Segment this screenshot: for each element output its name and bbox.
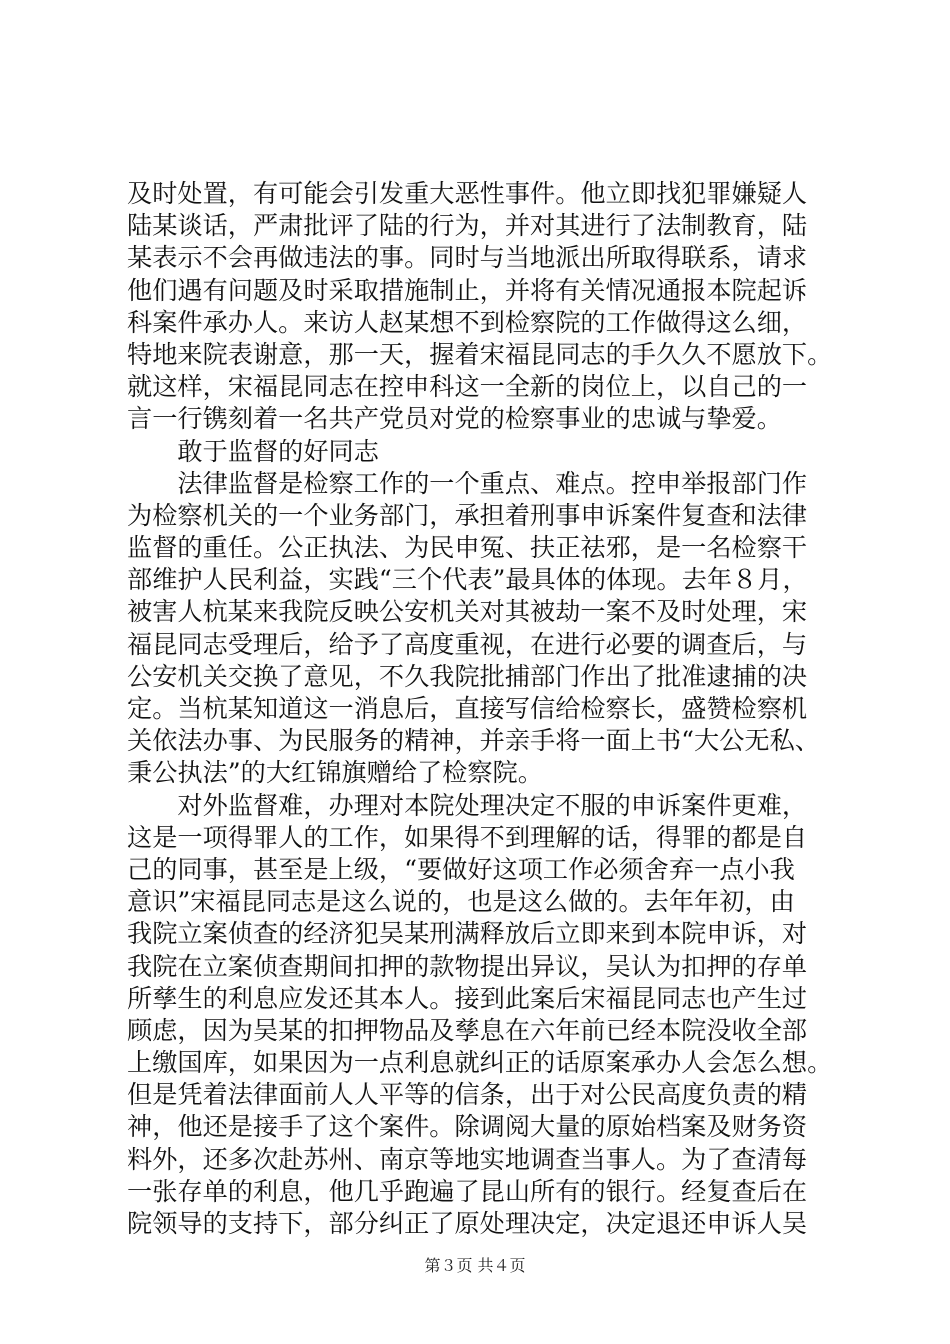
text-line: 公安机关交换了意见，不久我院批捕部门作出了批准逮捕的决 bbox=[127, 661, 808, 691]
text-line: 福昆同志受理后，给予了高度重视，在进行必要的调查后，与 bbox=[127, 629, 808, 659]
text-line: 这是一项得罪人的工作，如果得不到理解的话，得罪的都是自 bbox=[127, 822, 808, 852]
text-line: 科案件承办人。来访人赵某想不到检察院的工作做得这么细， bbox=[127, 307, 808, 337]
text-line: 监督的重任。公正执法、为民申冤、扶正祛邪，是一名检察干 bbox=[127, 533, 808, 563]
text-line: 秉公执法”的大红锦旗赠给了检察院。 bbox=[127, 758, 543, 788]
text-line: 一张存单的利息，他几乎跑遍了昆山所有的银行。经复查后在 bbox=[127, 1176, 808, 1206]
text-line: 顾虑，因为吴某的扣押物品及孳息在六年前已经本院没收全部 bbox=[127, 1015, 808, 1045]
text-line: 敢于监督的好同志 bbox=[127, 436, 379, 466]
text-line: 对外监督难，办理对本院处理决定不服的申诉案件更难， bbox=[127, 790, 808, 820]
text-line: 他们遇有问题及时采取措施制止，并将有关情况通报本院起诉 bbox=[127, 275, 808, 305]
text-line: 及时处置，有可能会引发重大恶性事件。他立即找犯罪嫌疑人 bbox=[127, 179, 808, 208]
text-line: 某表示不会再做违法的事。同时与当地派出所取得联系，请求 bbox=[127, 243, 808, 273]
text-line: 上缴国库，如果因为一点利息就纠正的话原案承办人会怎么想。 bbox=[127, 1048, 833, 1078]
text-line: 关依法办事、为民服务的精神，并亲手将一面上书“大公无私、 bbox=[127, 726, 820, 756]
text-line: 己的同事，甚至是上级，“要做好这项工作必须舍弃一点小我 bbox=[127, 854, 795, 884]
text-line: 但是凭着法律面前人人平等的信条，出于对公民高度负责的精 bbox=[127, 1080, 808, 1110]
text-line: 我院在立案侦查期间扣押的款物提出异议，吴认为扣押的存单 bbox=[127, 951, 808, 981]
text-line: 言一行镌刻着一名共产党员对党的检察事业的忠诚与挚爱。 bbox=[127, 404, 782, 434]
text-line: 为检察机关的一个业务部门，承担着刑事申诉案件复查和法律 bbox=[127, 500, 808, 530]
text-line: 意识”宋福昆同志是这么说的，也是这么做的。去年年初，由 bbox=[127, 887, 795, 917]
text-line: 被害人杭某来我院反映公安机关对其被劫一案不及时处理，宋 bbox=[127, 597, 808, 627]
document-body bbox=[127, 178, 847, 1240]
text-line: 我院立案侦查的经济犯吴某刑满释放后立即来到本院申诉，对 bbox=[127, 919, 808, 949]
text-line: 特地来院表谢意，那一天，握着宋福昆同志的手久久不愿放下。 bbox=[127, 339, 833, 369]
text-line: 所孳生的利息应发还其本人。接到此案后宋福昆同志也产生过 bbox=[127, 983, 808, 1013]
page-footer: 第３页 共４页 bbox=[424, 1256, 526, 1275]
text-line: 陆某谈话，严肃批评了陆的行为，并对其进行了法制教育，陆 bbox=[127, 211, 808, 241]
text-line: 就这样，宋福昆同志在控申科这一全新的岗位上，以自己的一 bbox=[127, 372, 808, 402]
text-line: 神，他还是接手了这个案件。除调阅大量的原始档案及财务资 bbox=[127, 1112, 808, 1142]
text-line: 定。当杭某知道这一消息后，直接写信给检察长，盛赞检察机 bbox=[127, 694, 808, 723]
text-line: 法律监督是检察工作的一个重点、难点。控申举报部门作 bbox=[127, 468, 808, 498]
text-line: 院领导的支持下，部分纠正了原处理决定，决定退还申诉人吴 bbox=[127, 1209, 808, 1238]
text-line: 料外，还多次赴苏州、南京等地实地调查当事人。为了查清每 bbox=[127, 1144, 808, 1174]
text-line: 部维护人民利益，实践“三个代表”最具体的体现。去年８月， bbox=[127, 565, 808, 595]
